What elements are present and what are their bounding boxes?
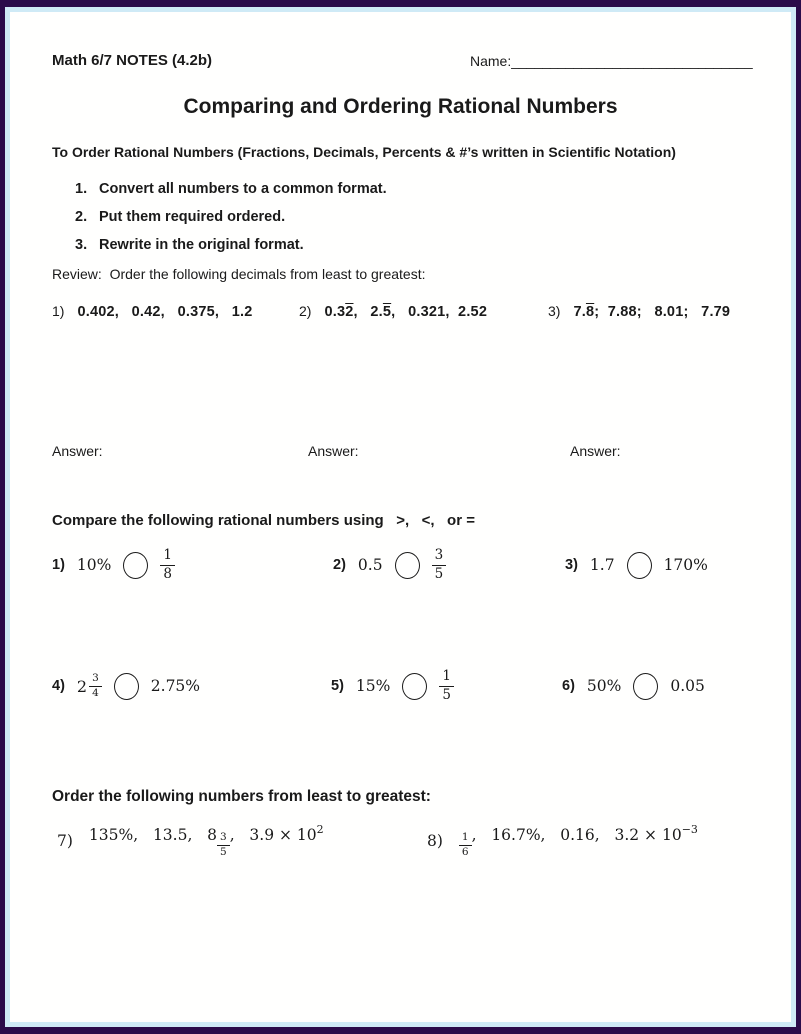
compare-item-1 xyxy=(52,542,175,588)
right-value: 170% xyxy=(663,556,708,574)
name-blank-line: _______________________________ xyxy=(511,53,753,69)
problem-label: 1) xyxy=(52,303,65,319)
problem-label: 5) xyxy=(331,678,344,694)
left-value: 10% xyxy=(76,556,112,574)
mixed-number: 2 $\frac{3}{4}$ xyxy=(77,673,102,699)
problem-values: $\frac{1}{6}$ , 16.7%, 0.16, $3.2 \times 10^{-3}$ xyxy=(459,823,698,858)
problem-label: 3) xyxy=(548,303,561,319)
compare-item-6 xyxy=(562,663,705,709)
fraction: $\frac{1}{8}$ xyxy=(160,548,175,582)
review-problem-2 xyxy=(299,303,487,320)
order-heading: Order the following numbers from least to greatest: xyxy=(52,788,431,805)
repeating-digit: 8 xyxy=(585,304,595,320)
exponent: −3 xyxy=(681,823,698,837)
compare-item-4 xyxy=(52,663,200,709)
problem-values: 0.32, 2.5, 0.321, 2.52 xyxy=(324,304,488,320)
problem-label: 3) xyxy=(565,557,578,573)
fraction: $\frac{1}{5}$ xyxy=(439,669,454,703)
order-problem-8 xyxy=(427,818,698,864)
order-problem-7 xyxy=(57,818,324,864)
left-value: 1.7 xyxy=(589,556,615,574)
right-value: 2.75% xyxy=(150,677,201,695)
repeating-digit: 2 xyxy=(345,304,354,320)
compare-item-5 xyxy=(331,663,454,709)
answer-circle-icon xyxy=(114,673,139,700)
answer-circle-icon xyxy=(633,673,658,700)
review-prompt: Review: Order the following decimals from least to greatest: xyxy=(52,266,426,282)
fraction: $\frac{1}{6}$ xyxy=(459,832,472,858)
page-title: Comparing and Ordering Rational Numbers xyxy=(183,95,618,118)
problem-values: 0.402, 0.42, 0.375, 1.2 xyxy=(77,304,253,320)
step-text: Put them required ordered. xyxy=(99,209,286,225)
answer-label-2: Answer: xyxy=(308,443,359,459)
problem-label: 6) xyxy=(562,678,575,694)
step-number: 3. xyxy=(75,237,88,253)
fraction: $\frac{3}{5}$ xyxy=(432,548,447,582)
problem-label: 2) xyxy=(333,557,346,573)
step-number: 2. xyxy=(75,209,88,225)
step-item-1 xyxy=(75,181,387,197)
problem-values: 135%, 13.5, 8 $\frac{3}{5}$ , $3.9 \times 10^2$ xyxy=(88,823,324,858)
intro-line: To Order Rational Numbers (Fractions, Decimals, Percents & #’s written in Scientific Notation) xyxy=(52,144,676,160)
problem-label: 7) xyxy=(57,832,73,850)
answer-label-1: Answer: xyxy=(52,443,103,459)
problem-values: 7.8; 7.88; 8.01; 7.79 xyxy=(573,304,731,320)
left-value: 0.5 xyxy=(357,556,383,574)
answer-circle-icon xyxy=(123,552,148,579)
problem-label: 8) xyxy=(427,832,443,850)
right-value: 0.05 xyxy=(670,677,705,695)
compare-item-3 xyxy=(565,542,708,588)
review-problem-1 xyxy=(52,303,253,320)
step-item-3 xyxy=(75,237,304,253)
left-value: 15% xyxy=(355,677,391,695)
problem-label: 2) xyxy=(299,303,312,319)
answer-circle-icon xyxy=(627,552,652,579)
step-number: 1. xyxy=(75,181,88,197)
problem-label: 1) xyxy=(52,557,65,573)
answer-circle-icon xyxy=(395,552,420,579)
step-item-2 xyxy=(75,209,285,225)
step-text: Convert all numbers to a common format. xyxy=(99,181,387,197)
review-problem-3 xyxy=(548,303,730,320)
answer-circle-icon xyxy=(402,673,427,700)
compare-item-2 xyxy=(333,542,446,588)
left-value: 50% xyxy=(586,677,622,695)
compare-heading: Compare the following rational numbers using >, <, or = xyxy=(52,512,475,529)
repeating-digit: 5 xyxy=(382,304,392,320)
name-field xyxy=(470,53,753,69)
name-label: Name: xyxy=(470,53,512,69)
answer-label-3: Answer: xyxy=(570,443,621,459)
fraction: $\frac{3}{5}$ xyxy=(217,832,230,858)
course-label: Math 6/7 NOTES (4.2b) xyxy=(52,52,213,69)
problem-label: 4) xyxy=(52,678,65,694)
exponent: 2 xyxy=(316,823,324,837)
step-text: Rewrite in the original format. xyxy=(99,237,304,253)
